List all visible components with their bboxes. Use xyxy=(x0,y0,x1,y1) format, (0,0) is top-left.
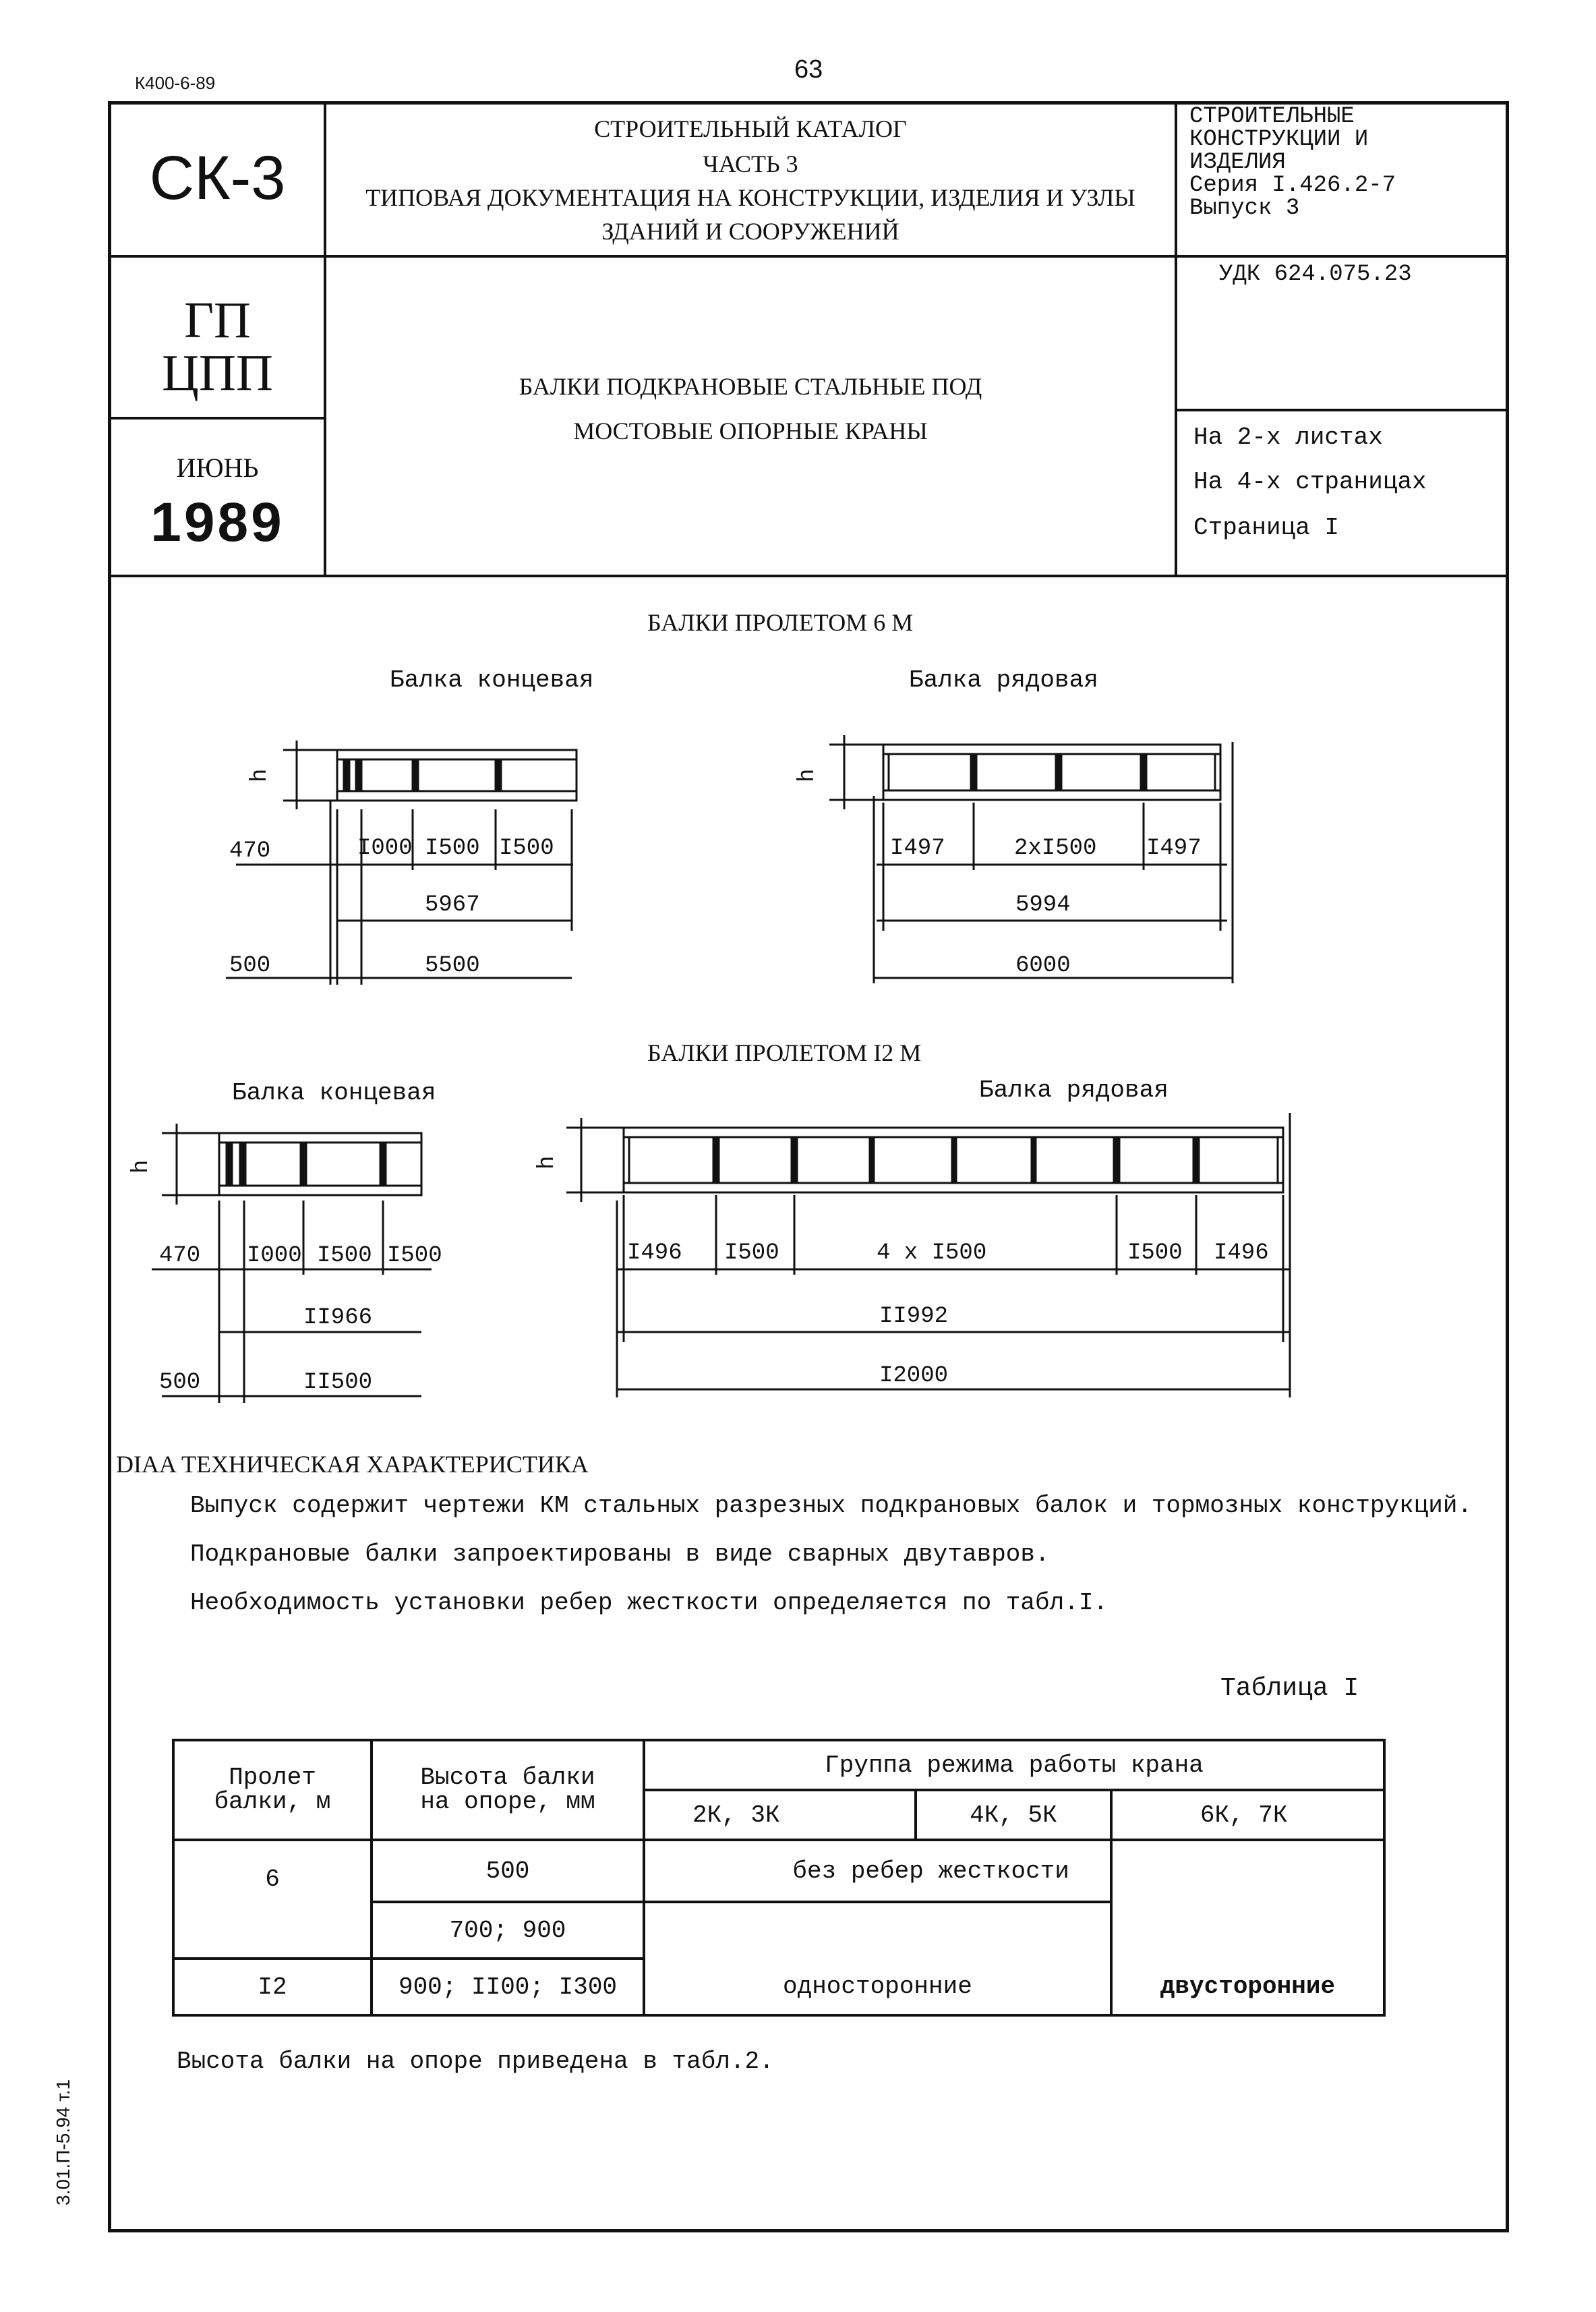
sheets-count: На 2-х листах xyxy=(1193,424,1383,451)
udk: УДК 624.075.23 xyxy=(1219,262,1412,287)
span6-row-2x1500: 2xI500 xyxy=(1014,836,1097,861)
th-group: Группа режима работы крана xyxy=(644,1740,1384,1790)
td-h-700-900: 700; 900 xyxy=(372,1902,644,1959)
span6-row-1497b: I497 xyxy=(1146,836,1202,861)
span12-end-11966: II966 xyxy=(303,1305,373,1331)
span6-row-1497a: I497 xyxy=(890,836,945,861)
span12-end-470: 470 xyxy=(159,1243,201,1269)
doc-code: К400-6-89 xyxy=(135,73,216,93)
paragraph-1: Выпуск содержит чертежи КМ стальных разрезных подкрановых балок и тормозных конструкций. xyxy=(190,1492,1473,1520)
span6-row-label: Балка рядовая xyxy=(909,666,1098,694)
span12-end-500: 500 xyxy=(159,1370,201,1395)
span6-end-5500: 5500 xyxy=(425,953,480,979)
th-height: Высота балки на опоре, мм xyxy=(372,1740,644,1840)
td-one-sided: односторонние xyxy=(644,1902,1111,2015)
section-heading: DIAA ТЕХНИЧЕСКАЯ ХАРАКТЕРИСТИКА xyxy=(116,1451,589,1478)
span6-title: БАЛКИ ПРОЛЕТОМ 6 М xyxy=(647,609,914,636)
td-no-ribs: без ребер жесткости xyxy=(644,1840,1111,1902)
span6-end-1500a: I500 xyxy=(425,836,480,861)
stamp-org-1: ГП xyxy=(184,292,251,349)
td-h-900-1300: 900; II00; I300 xyxy=(372,1959,644,2015)
stamp-year: 1989 xyxy=(150,492,285,553)
th-g1: 2К, 3К xyxy=(644,1790,916,1840)
span12-end-11500: II500 xyxy=(303,1370,373,1395)
span12-row-h: h xyxy=(535,1155,560,1169)
span6-end-500: 500 xyxy=(229,953,271,979)
catalog-line-4: ЗДАНИЙ И СООРУЖЕНИЙ xyxy=(601,218,899,245)
span12-row-12000: I2000 xyxy=(879,1363,949,1389)
span12-end-1000: I000 xyxy=(247,1243,302,1269)
span6-end-beam xyxy=(226,741,577,985)
span12-end-label: Балка концевая xyxy=(232,1079,436,1107)
td-span-12: I2 xyxy=(173,1959,372,2015)
th-g3: 6К, 7К xyxy=(1111,1790,1384,1840)
span6-end-1500b: I500 xyxy=(499,836,554,861)
paragraph-2: Подкрановые балки запроектированы в виде сварных двутавров. xyxy=(190,1540,1050,1568)
span12-row-1496a: I496 xyxy=(627,1240,682,1266)
span12-end-h: h xyxy=(129,1159,154,1174)
span6-row-h: h xyxy=(795,768,821,782)
catalog-line-2: ЧАСТЬ 3 xyxy=(703,150,798,177)
doc-title-1: БАЛКИ ПОДКРАНОВЫЕ СТАЛЬНЫЕ ПОД xyxy=(519,373,982,400)
stamp-code: СК-3 xyxy=(149,144,286,212)
span6-end-5967: 5967 xyxy=(425,892,480,918)
table-1 xyxy=(172,1739,1386,2017)
page-label: Страница I xyxy=(1193,514,1340,542)
td-h-500: 500 xyxy=(372,1840,644,1902)
span12-title: БАЛКИ ПРОЛЕТОМ I2 М xyxy=(647,1039,922,1066)
series-line-3: ИЗДЕЛИЯ xyxy=(1189,150,1286,175)
series-line-4: Серия I.426.2-7 xyxy=(1189,173,1396,198)
series-line-5: Выпуск 3 xyxy=(1189,196,1300,221)
catalog-line-3: ТИПОВАЯ ДОКУМЕНТАЦИЯ НА КОНСТРУКЦИИ, ИЗДЕЛИЯ И УЗЛЫ xyxy=(365,184,1135,211)
stamp-org-2: ЦПП xyxy=(162,345,273,401)
td-two-sided: двусторонние xyxy=(1111,1840,1384,2015)
span12-row-11992: II992 xyxy=(879,1304,949,1329)
td-span-6: 6 xyxy=(173,1840,372,1959)
span6-end-1000: I000 xyxy=(357,836,413,861)
side-note: 3.01.П-5.94 т.1 xyxy=(53,2079,73,2205)
series-line-1: СТРОИТЕЛЬНЫЕ xyxy=(1189,104,1355,129)
span12-row-1500b: I500 xyxy=(1127,1240,1183,1266)
series-line-2: КОНСТРУКЦИИ И xyxy=(1189,127,1369,152)
paragraph-3: Необходимость установки ребер жесткости определяется по табл.I. xyxy=(190,1589,1109,1617)
span12-row-1496b: I496 xyxy=(1214,1240,1269,1266)
span6-end-label: Балка концевая xyxy=(390,666,594,694)
span12-row-1500a: I500 xyxy=(724,1240,779,1266)
table-caption: Таблица I xyxy=(1220,1674,1359,1703)
span12-row-label: Балка рядовая xyxy=(979,1076,1169,1104)
footnote: Высота балки на опоре приведена в табл.2. xyxy=(177,2048,774,2075)
span12-row-4x1500: 4 x I500 xyxy=(877,1240,987,1266)
span12-end-1500a: I500 xyxy=(317,1243,372,1269)
span12-end-1500b: I500 xyxy=(387,1243,442,1269)
page-number: 63 xyxy=(794,55,823,84)
span6-end-470: 470 xyxy=(229,838,271,864)
span6-row-6000: 6000 xyxy=(1015,953,1071,979)
th-span: Пролет балки, м xyxy=(173,1740,372,1840)
catalog-line-1: СТРОИТЕЛЬНЫЙ КАТАЛОГ xyxy=(594,115,907,142)
span6-end-h: h xyxy=(247,768,273,782)
span6-row-5994: 5994 xyxy=(1015,892,1071,918)
stamp-month: ИЮНЬ xyxy=(176,453,259,483)
pages-count: На 4-х страницах xyxy=(1193,468,1427,496)
doc-title-2: МОСТОВЫЕ ОПОРНЫЕ КРАНЫ xyxy=(573,417,928,444)
th-g2: 4К, 5К xyxy=(916,1790,1111,1840)
